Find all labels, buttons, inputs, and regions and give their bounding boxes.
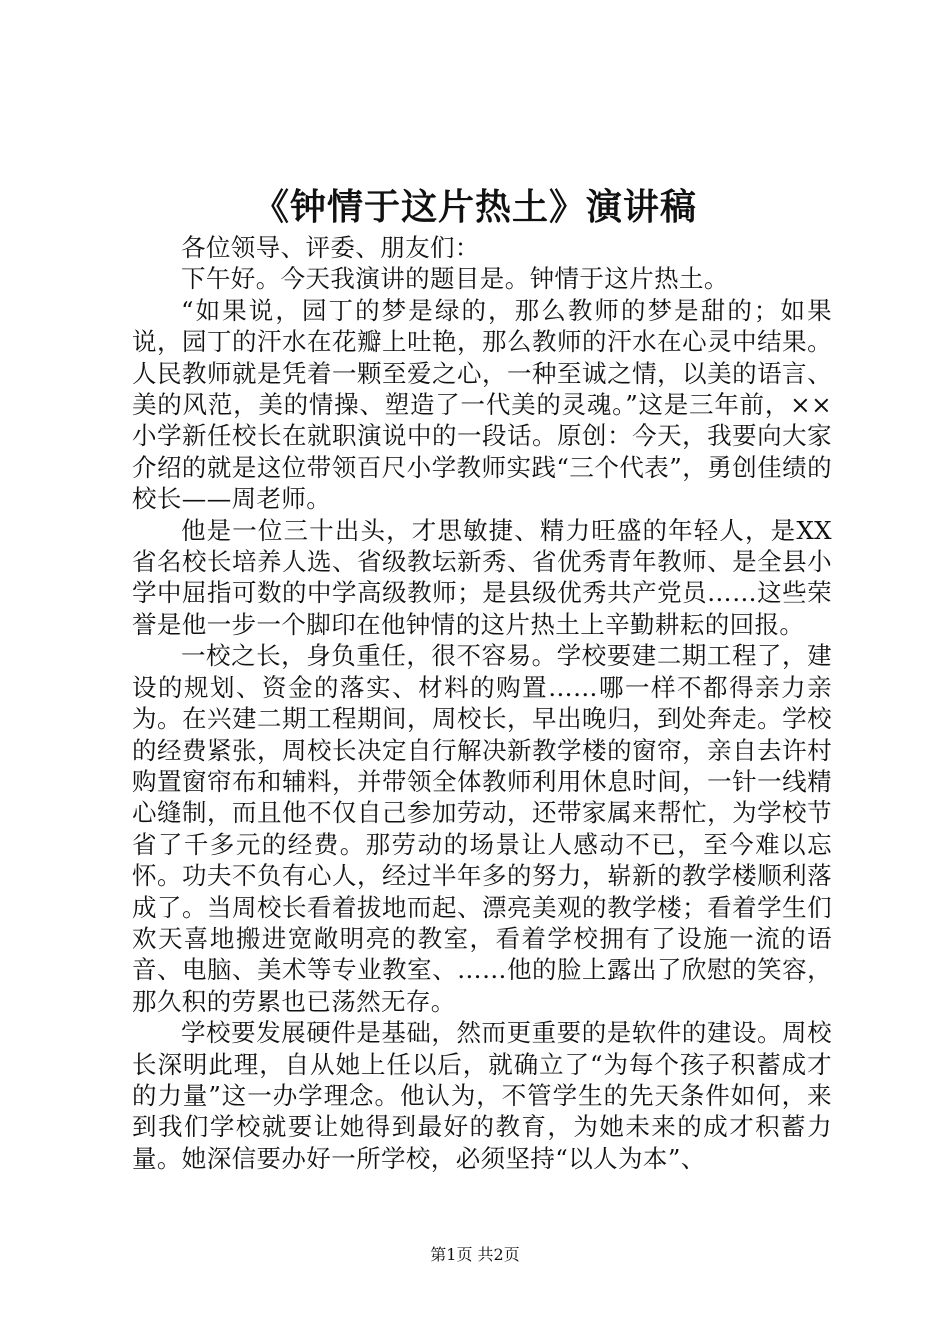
page-footer <box>0 1244 950 1266</box>
paragraph-topic: 下午好。今天我演讲的题目是。钟情于这片热土。 <box>181 264 729 294</box>
paragraph-honors: 他是一位三十出头，才思敏捷、精力旺盛的年轻人，是XX省名校长培养人选、省级教坛新秀、省优秀青年教师、是全县小学中屈指可数的中学高级教师；是县级优秀共产党员……这些荣誉是他一步一个脚印在他钟情的这片热土上辛勤耕耘的回报。 <box>132 515 832 639</box>
paragraph-construction: 一校之长，身负重任，很不容易。学校要建二期工程了，建设的规划、资金的落实、材料的购置……哪一样不都得亲力亲为。在兴建二期工程期间，周校长，早出晚归，到处奔走。学校的经费紧张，周校长决定自行解决新教学楼的窗帘，亲自去许村购置窗帘布和辅料，并带领全体教师利用休息时间，一针一线精心缝制，而且他不仅自己参加劳动，还带家属来帮忙，为学校节省了千多元的经费。那劳动的场景让人感动不已，至今难以忘怀。功夫不负有心人，经过半年多的努力，崭新的教学楼顺利落成了。当周校长看着拔地而起、漂亮美观的教学楼；看着学生们欢天喜地搬进宽敞明亮的教室，看着学校拥有了设施一流的语音、电脑、美术等专业教室、……他的脸上露出了欣慰的笑容，那久积的劳累也已荡然无存。 <box>132 641 832 1016</box>
paragraph-quote: “如果说，园丁的梦是绿的，那么教师的梦是甜的；如果说，园丁的汗水在花瓣上吐艳，那么教师的汗水在心灵中结果。人民教师就是凭着一颗至爱之心，一种至诚之情，以美的语言、美的风范，美的情操、塑造了一代美的灵魂。”这是三年前，××小学新任校长在就职演说中的一段话。原创：今天，我要向大家介绍的就是这位带领百尺小学教师实践“三个代表”，勇创佳绩的校长——周老师。 <box>132 295 832 514</box>
paragraph-greeting: 各位领导、评委、朋友们： <box>181 233 480 262</box>
document-body <box>132 232 832 1174</box>
paragraph-philosophy: 学校要发展硬件是基础，然而更重要的是软件的建设。周校长深明此理，自从她上任以后，就确立了“为每个孩子积蓄成才的力量”这一办学理念。他认为，不管学生的先天条件如何，来到我们学校就要让她得到最好的教育，为她未来的成才积蓄力量。她深信要办好一所学校，必须坚持“以人为本”、 <box>132 1018 832 1173</box>
document-title: 《钟情于这片热土》演讲稿 <box>252 186 697 228</box>
page-number: 第1页 共2页 <box>430 1245 520 1264</box>
